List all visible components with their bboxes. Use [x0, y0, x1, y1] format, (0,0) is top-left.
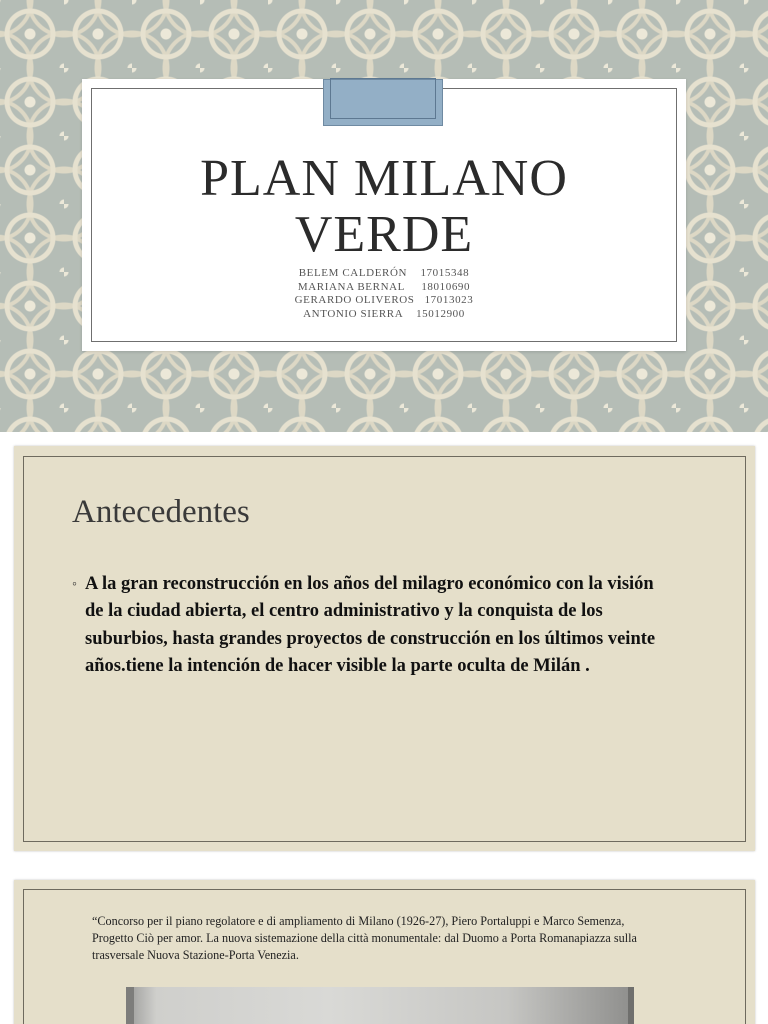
author-list	[82, 267, 686, 321]
bullet-item	[72, 571, 672, 680]
bullet-text: A la gran reconstrucción en los años del milagro económico con la visión de la ciudad abierta, el centro administrativo y la conquista de los suburbios, hasta grandes proyectos de construcción en los últimos veinte años.tiene la intención de hacer visible la parte oculta de Milán .	[85, 574, 656, 676]
author-line: MARIANA BERNAL 18010690	[297, 280, 471, 293]
title-card	[82, 79, 686, 351]
author-line: BELEM CALDERÓN 17015348	[298, 267, 470, 279]
title-accent-tab	[323, 79, 443, 126]
section-heading: Antecedentes	[72, 494, 250, 530]
author-line: GERARDO OLIVEROS 17013023	[294, 294, 474, 306]
slide-title-line-1: PLAN MILANO	[200, 150, 568, 207]
quote-text: “Concorso per il piano regolatore e di ampliamento di Milano (1926-27), Piero Portaluppi e Marco Semenza, Progetto Ciò per amor. La nuova sistemazione della città monumentale: dal Duomo a Porta Romanapiazza sulla trasversale Nuova Stazione-Porta Venezia.	[92, 914, 637, 962]
antecedentes-slide[interactable]	[14, 446, 755, 851]
concorso-slide[interactable]	[14, 880, 755, 1024]
slide-title	[82, 151, 686, 263]
author-line: ANTONIO SIERRA 15012900	[303, 307, 465, 320]
historic-photo	[126, 987, 634, 1024]
slide-title-line-2: VERDE	[294, 206, 474, 263]
title-slide[interactable]	[0, 0, 768, 432]
bullet-icon: ◦	[72, 577, 77, 592]
